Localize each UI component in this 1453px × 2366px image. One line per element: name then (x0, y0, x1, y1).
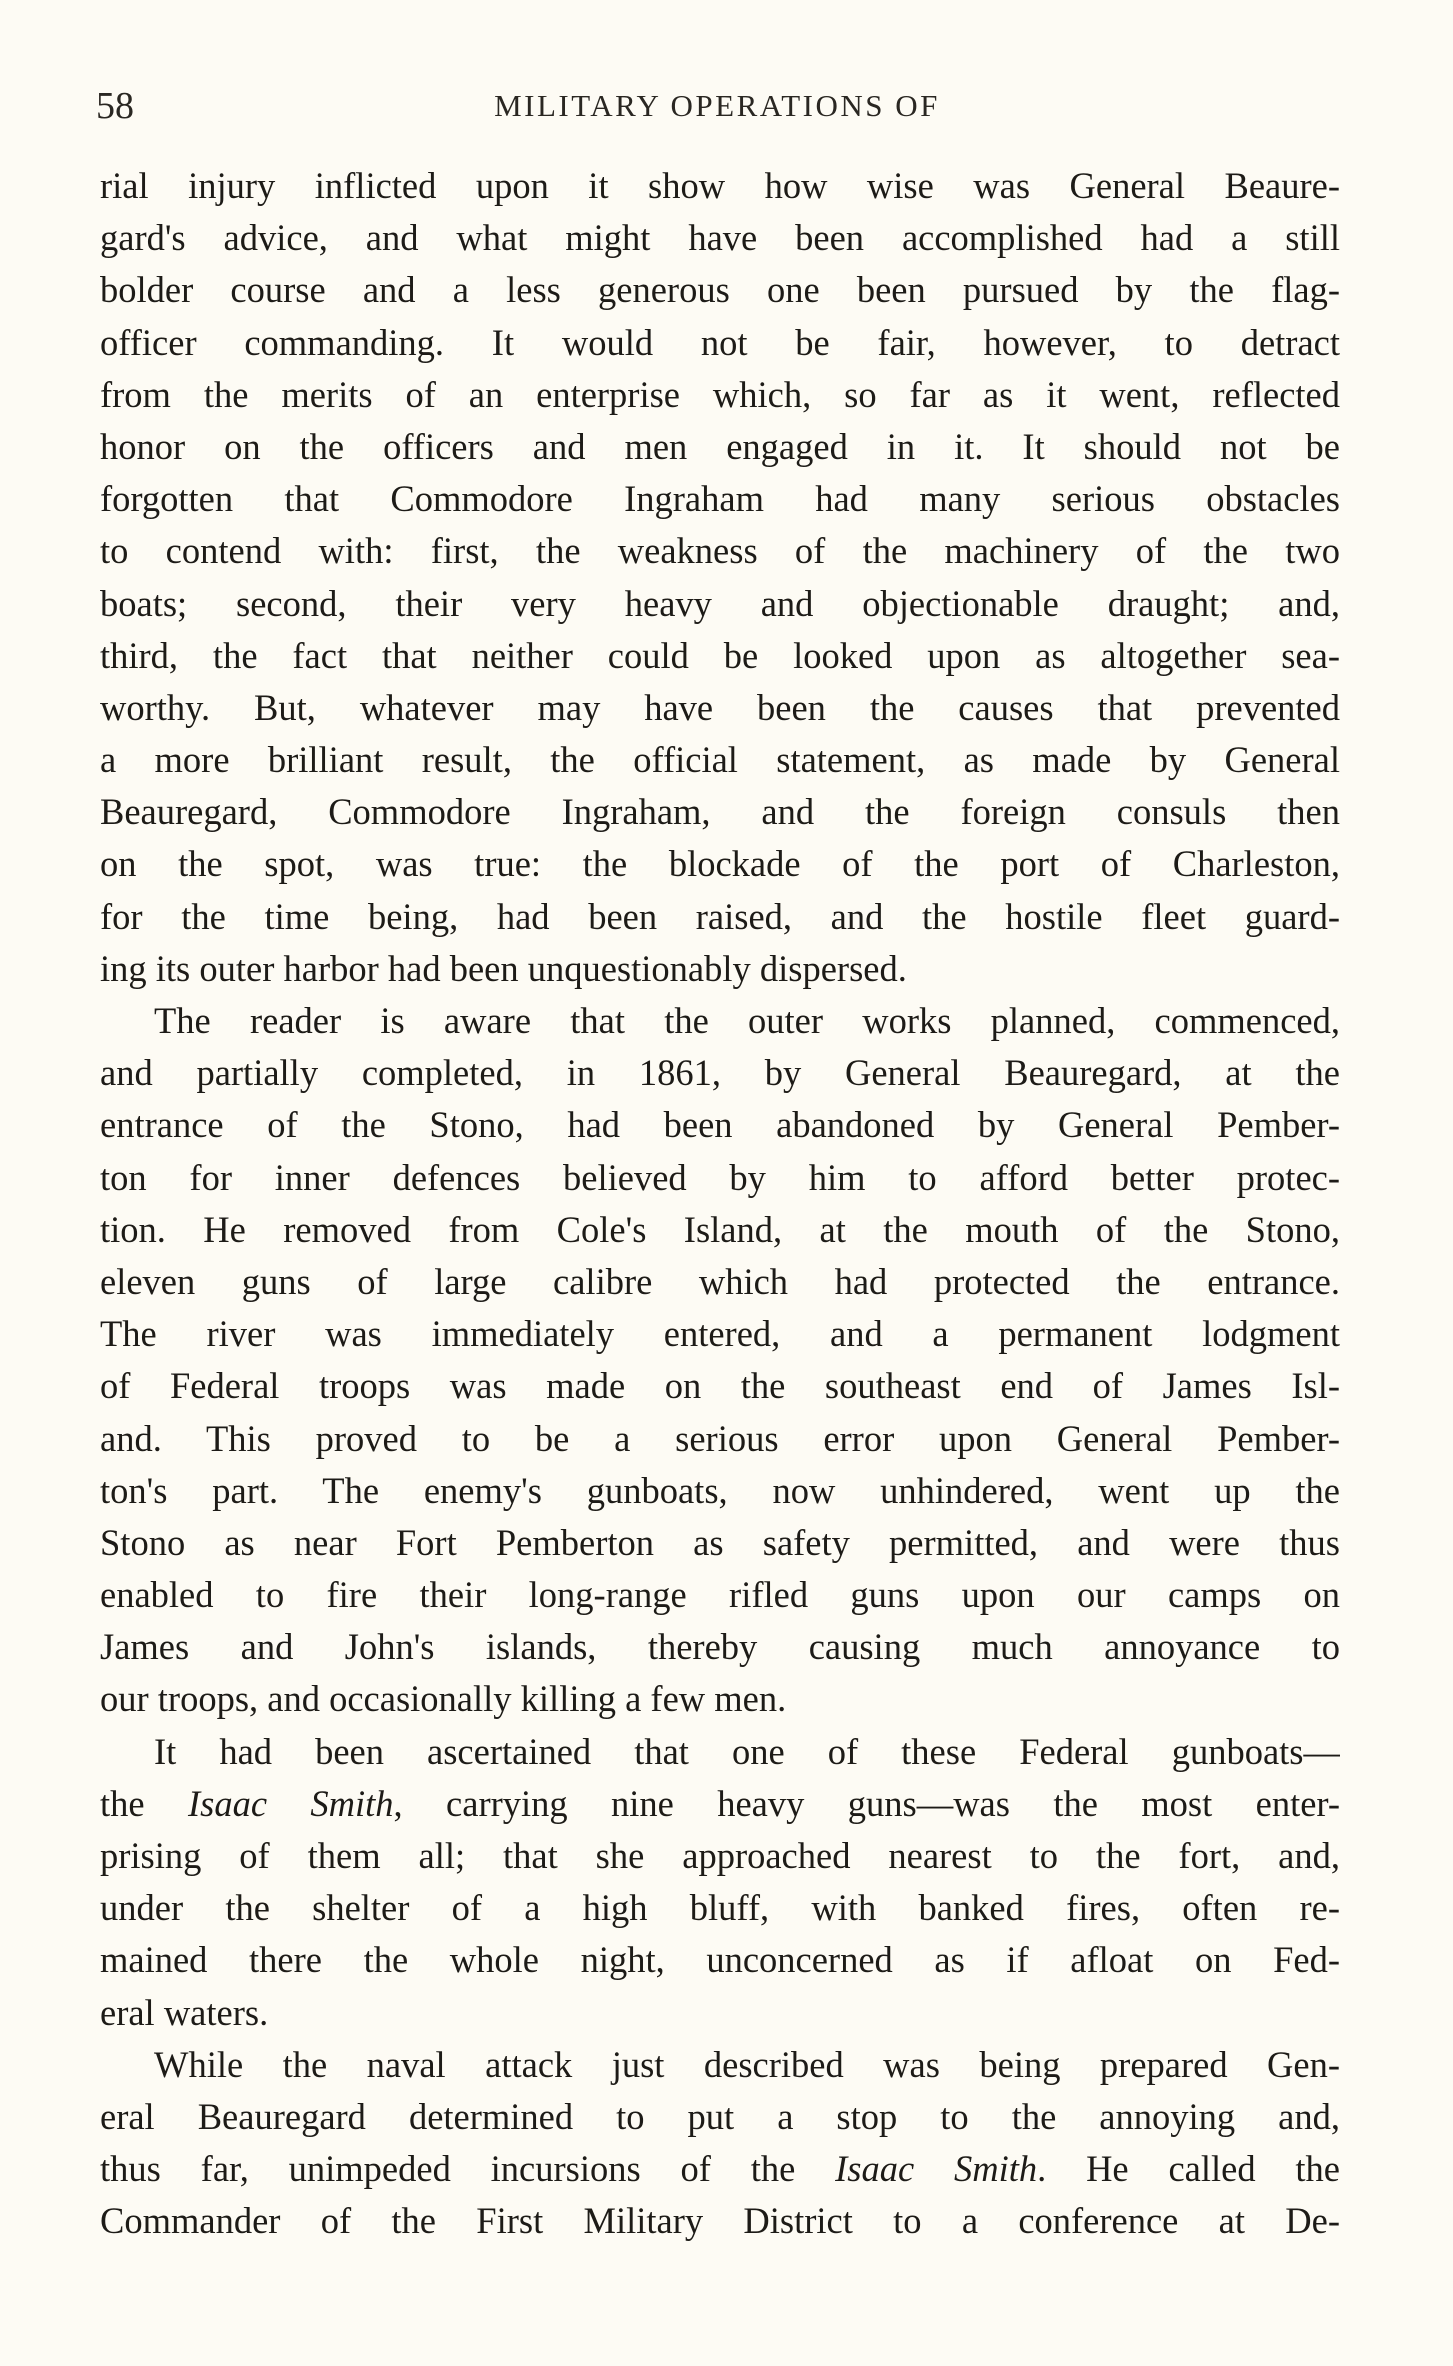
text-segment: ing its outer harbor had been unquestionably dispersed. (100, 947, 907, 989)
text-segment: ton's part. The enemy's gunboats, now unhindered, went up the (100, 1469, 1340, 1511)
text-segment: of Federal troops was made on the southeast end of James Isl- (100, 1365, 1340, 1407)
text-line (100, 1726, 1340, 1778)
text-line (100, 1673, 1340, 1725)
text-line (100, 630, 1340, 682)
text-segment: and. This proved to be a serious error upon General Pember- (100, 1417, 1340, 1459)
text-line (100, 2143, 1340, 2195)
text-segment: It had been ascertained that one of these Federal gunboats— (154, 1730, 1340, 1772)
text-segment: officer commanding. It would not be fair, however, to detract (100, 321, 1340, 363)
text-line (100, 160, 1340, 212)
page-number: 58 (96, 85, 134, 127)
text-line (100, 1256, 1340, 1308)
text-segment: James and John's islands, thereby causing much annoyance to (100, 1626, 1340, 1668)
text-line (100, 891, 1340, 943)
text-line (100, 1047, 1340, 1099)
italic-ship-name: Isaac Smith (835, 2148, 1038, 2190)
text-line (100, 212, 1340, 264)
text-segment: mained there the whole night, unconcerned as if afloat on Fed- (100, 1939, 1340, 1981)
text-segment: prising of them all; that she approached nearest to the fort, and, (100, 1835, 1340, 1876)
text-line (100, 317, 1340, 369)
text-line (100, 578, 1340, 630)
text-segment: worthy. But, whatever may have been the causes that prevented (100, 686, 1340, 728)
text-segment: entrance of the Stono, had been abandoned by General Pember- (100, 1104, 1340, 1146)
text-line (100, 1569, 1340, 1621)
text-segment: The river was immediately entered, and a permanent lodgment (100, 1313, 1340, 1355)
text-segment: eral Beauregard determined to put a stop to the annoying and, (100, 2095, 1340, 2137)
text-segment: The reader is aware that the outer works planned, commenced, (154, 1000, 1340, 1041)
text-segment: third, the fact that neither could be looked upon as altogether sea- (100, 634, 1340, 676)
text-segment: Beauregard, Commodore Ingraham, and the foreign consuls then (100, 791, 1340, 833)
text-line (100, 1778, 1340, 1830)
text-line (100, 421, 1340, 473)
text-segment: honor on the officers and men engaged in it. It should not be (100, 425, 1340, 467)
text-segment: bolder course and a less generous one been pursued by the flag- (100, 269, 1340, 311)
text-segment: to contend with: first, the weakness of the machinery of the two (100, 530, 1340, 572)
text-segment: for the time being, had been raised, and the hostile fleet guard- (100, 895, 1340, 937)
text-line (100, 473, 1340, 525)
text-segment: our troops, and occasionally killing a few men. (100, 1678, 787, 1720)
text-line (100, 1882, 1340, 1934)
text-segment: eral waters. (100, 1991, 269, 2033)
text-line (100, 1204, 1340, 1256)
body-text (100, 160, 1340, 2248)
text-line (100, 1413, 1340, 1465)
text-line (100, 734, 1340, 786)
text-line (100, 2195, 1340, 2247)
text-line (100, 682, 1340, 734)
text-segment: eleven guns of large calibre which had protected the entrance. (100, 1260, 1340, 1302)
text-segment: a more brilliant result, the official statement, as made by General (100, 739, 1340, 781)
page-header (96, 78, 1338, 134)
text-line (100, 943, 1340, 995)
text-line (100, 1621, 1340, 1673)
text-segment: While the naval attack just described was being prepared Gen- (154, 2043, 1340, 2085)
text-line (100, 1934, 1340, 1986)
text-line (100, 264, 1340, 316)
text-segment: , carrying nine heavy guns—was the most enter- (393, 1782, 1340, 1824)
text-line (100, 1308, 1340, 1360)
text-segment: boats; second, their very heavy and objectionable draught; and, (100, 582, 1340, 624)
text-segment: . He called the (1037, 2148, 1340, 2190)
text-line (100, 2091, 1340, 2143)
text-segment: gard's advice, and what might have been accomplished had a still (100, 217, 1340, 259)
text-segment: on the spot, was true: the blockade of the port of Charleston, (100, 843, 1340, 885)
text-line (100, 369, 1340, 421)
text-segment: under the shelter of a high bluff, with banked fires, often re- (100, 1887, 1340, 1929)
text-line (100, 1152, 1340, 1204)
text-segment: and partially completed, in 1861, by General Beauregard, at the (100, 1052, 1340, 1094)
text-segment: thus far, unimpeded incursions of the (100, 2148, 836, 2190)
text-segment: ton for inner defences believed by him to afford better protec- (100, 1156, 1340, 1198)
text-segment: from the merits of an enterprise which, so far as it went, reflected (100, 373, 1340, 415)
text-segment: Commander of the First Military District to a conference at De- (100, 2200, 1340, 2242)
text-segment: the (100, 1782, 188, 1824)
text-line (100, 1830, 1340, 1882)
text-segment: forgotten that Commodore Ingraham had many serious obstacles (100, 478, 1340, 520)
text-line (100, 786, 1340, 838)
running-head: MILITARY OPERATIONS OF (494, 88, 940, 123)
text-segment: tion. He removed from Cole's Island, at the mouth of the Stono, (100, 1208, 1340, 1250)
text-line (100, 838, 1340, 890)
text-segment: enabled to fire their long-range rifled guns upon our camps on (100, 1574, 1340, 1616)
text-line (100, 1465, 1340, 1517)
text-segment: Stono as near Fort Pemberton as safety permitted, and were thus (100, 1521, 1340, 1563)
text-line (100, 1517, 1340, 1569)
text-line (100, 2039, 1340, 2091)
text-line (100, 1360, 1340, 1412)
text-line (100, 525, 1340, 577)
text-line (100, 1099, 1340, 1151)
text-line (100, 995, 1340, 1047)
text-segment: rial injury inflicted upon it show how wise was General Beaure- (100, 165, 1340, 206)
italic-ship-name: Isaac Smith (187, 1782, 394, 1824)
text-line (100, 1987, 1340, 2039)
